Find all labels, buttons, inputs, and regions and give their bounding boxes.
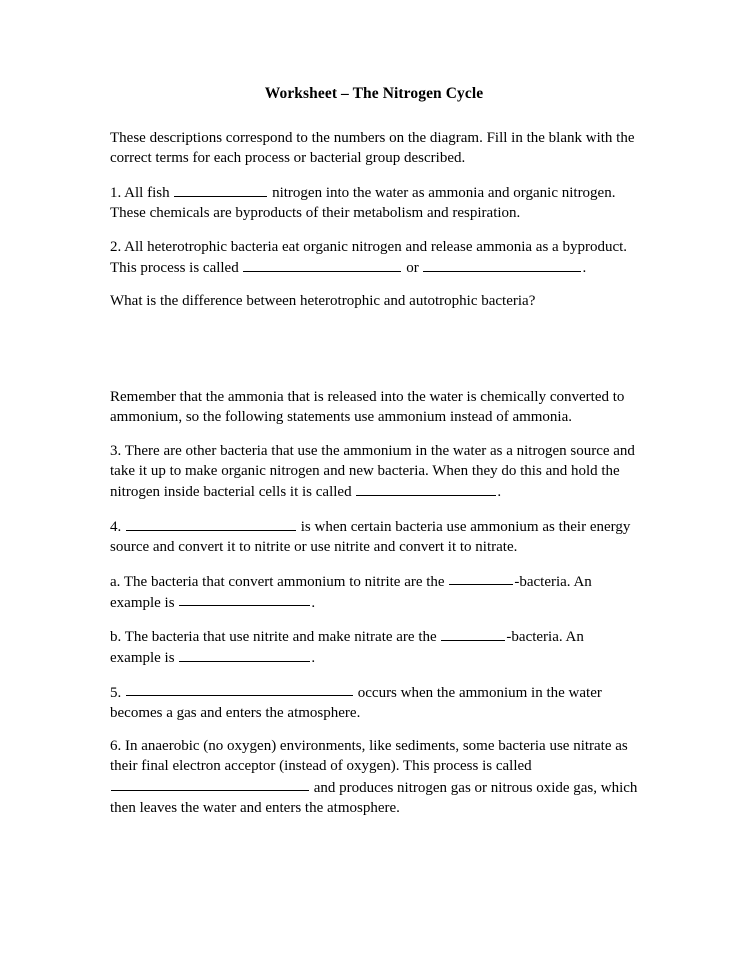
open-response-question: What is the difference between heterotrophic and autotrophic bacteria? xyxy=(110,293,536,310)
question-5-blank[interactable] xyxy=(126,682,353,697)
question-4-prefix: 4. xyxy=(110,518,125,535)
question-4b-suffix: . xyxy=(311,649,316,666)
question-4b-blank-1[interactable] xyxy=(441,626,505,641)
worksheet-body xyxy=(110,84,638,818)
question-2-suffix: . xyxy=(582,259,587,276)
question-3 xyxy=(110,441,638,502)
question-4a-prefix: a. The bacteria that convert ammonium to nitrite are the xyxy=(110,573,449,590)
question-1-suffix: nitrogen into the water as ammonia and organic nitrogen. These chemicals are byproducts of their metabolism and respiration. xyxy=(110,184,616,221)
question-4 xyxy=(110,516,638,557)
question-5-suffix: occurs when the ammonium in the water becomes a gas and enters the atmosphere. xyxy=(110,684,602,721)
intro-line-1: These descriptions correspond to the numbers on the diagram. Fill in the blank with the xyxy=(110,130,635,146)
question-2-prefix: 2. All heterotrophic bacteria eat organic nitrogen and release ammonia as a byproduct. This process is called xyxy=(110,238,628,276)
question-2-blank-1[interactable] xyxy=(243,257,401,272)
question-6 xyxy=(110,736,638,818)
question-4a-middle: -bacteria. An example is xyxy=(110,573,592,611)
question-4-suffix: is when certain bacteria use ammonium as their energy source and convert it to nitrite or use nitrite and convert it to nitrate. xyxy=(110,518,631,555)
answer-space[interactable] xyxy=(110,325,638,387)
question-1-blank[interactable] xyxy=(174,182,267,197)
question-1 xyxy=(110,182,638,223)
question-4a-suffix: . xyxy=(311,594,316,611)
page-title: Worksheet – The Nitrogen Cycle xyxy=(264,85,484,102)
question-4b xyxy=(110,626,638,668)
question-1-prefix: 1. All fish xyxy=(110,184,174,201)
question-2 xyxy=(110,237,638,278)
question-4b-blank-2[interactable] xyxy=(179,647,310,662)
question-3-prefix: 3. There are other bacteria that use the ammonium in the water as a nitrogen source and take it up to make organic nitrogen and new bacteria. When they do this and hold the nitrogen inside bacterial cells it is called xyxy=(110,442,635,501)
question-6-blank[interactable] xyxy=(111,777,309,792)
question-6-suffix: and produces nitrogen gas or nitrous oxide gas, which then leaves the water and enters the atmosphere. xyxy=(110,779,638,816)
question-4b-prefix: b. The bacteria that use nitrite and make nitrate are the xyxy=(110,628,441,645)
remember-note: Remember that the ammonia that is released into the water is chemically converted to ammonium, so the following statements use ammonium instead of ammonia. xyxy=(110,389,625,426)
question-2-middle: or xyxy=(402,259,423,276)
question-3-suffix: . xyxy=(497,484,502,501)
question-5-prefix: 5. xyxy=(110,684,125,701)
question-5 xyxy=(110,682,638,723)
question-3-blank[interactable] xyxy=(356,481,496,496)
intro-paragraph xyxy=(110,128,638,168)
intro-line-2: correct terms for each process or bacterial group described. xyxy=(110,150,466,167)
question-6-prefix: 6. In anaerobic (no oxygen) environments, like sediments, some bacteria use nitrate as their final electron acceptor (instead of oxygen). This process is called xyxy=(110,738,628,775)
question-4-blank[interactable] xyxy=(126,516,296,531)
question-4a xyxy=(110,571,638,613)
question-4a-blank-1[interactable] xyxy=(449,571,513,586)
question-4b-middle: -bacteria. An example is xyxy=(110,628,584,666)
question-2-blank-2[interactable] xyxy=(423,257,581,272)
question-4a-blank-2[interactable] xyxy=(179,592,310,607)
